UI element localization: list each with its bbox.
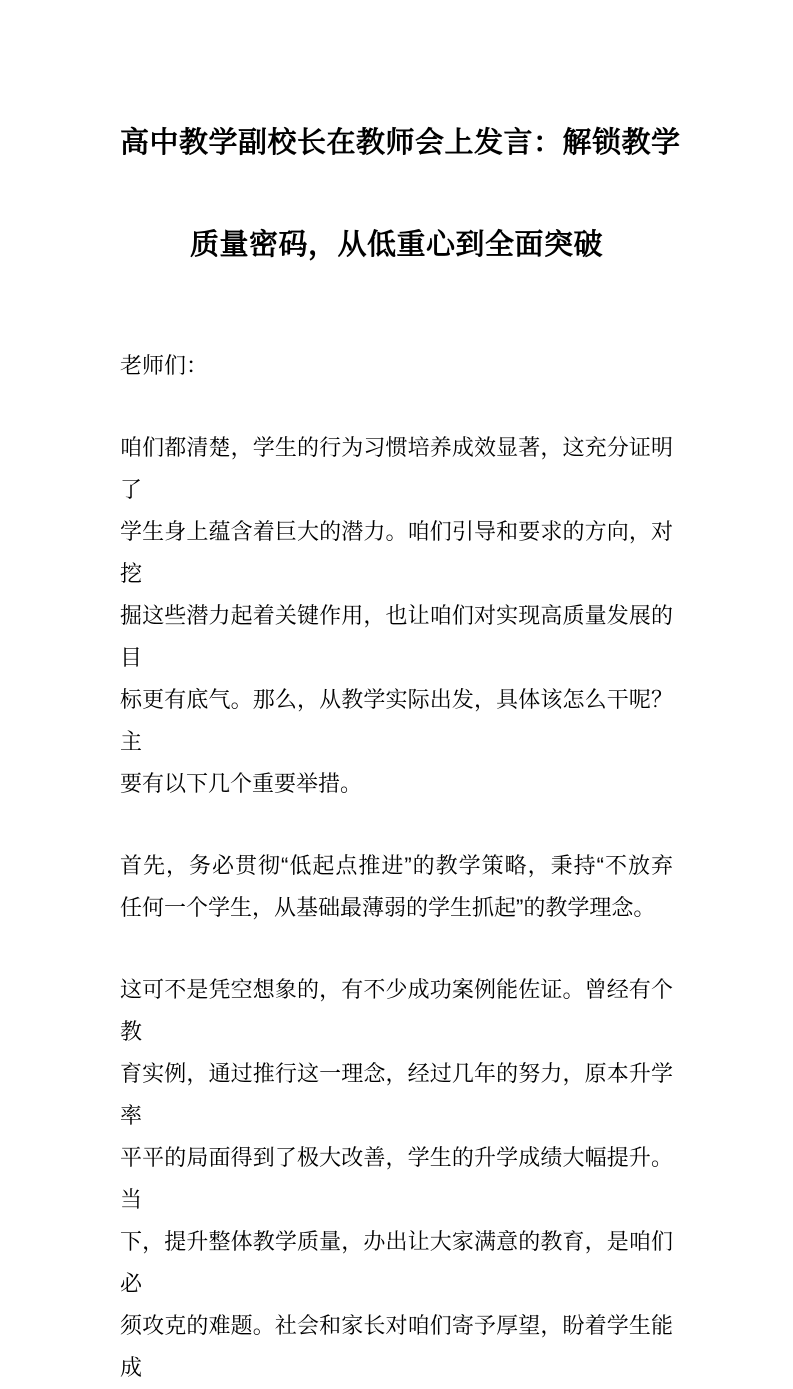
text-line: 高中教学副校长在教师会上发言：解锁教学: [120, 127, 681, 159]
text-line: 育实例，通过推行这一理念，经过几年的努力，原本升学率: [120, 1061, 673, 1128]
paragraph-1: [120, 427, 673, 805]
salutation: 老师们：: [120, 353, 209, 378]
text-line: 标更有底气。那么，从教学实际出发，具体该怎么干呢？主: [120, 687, 673, 754]
text-line: 要有以下几个重要举措。: [120, 771, 363, 796]
text-line: 首先，务必贯彻“低起点推进”的教学策略，秉持“不放弃: [120, 853, 673, 878]
text-line: 学生身上蕴含着巨大的潜力。咱们引导和要求的方向，对挖: [120, 519, 673, 586]
text-line: 这可不是凭空想象的，有不少成功案例能佐证。曾经有个教: [120, 977, 673, 1044]
document-body: [120, 427, 673, 1389]
text-line: 须攻克的难题。社会和家长对咱们寄予厚望，盼着学生能成: [120, 1313, 673, 1380]
paragraph-3: [120, 969, 673, 1389]
text-line: 掘这些潜力起着关键作用，也让咱们对实现高质量发展的目: [120, 603, 673, 670]
text-line: 咱们都清楚，学生的行为习惯培养成效显著，这充分证明了: [120, 435, 673, 502]
text-line: 平平的局面得到了极大改善，学生的升学成绩大幅提升。当: [120, 1145, 673, 1212]
text-line: 质量密码，从低重心到全面突破: [189, 229, 603, 261]
text-line: 下，提升整体教学质量，办出让大家满意的教育，是咱们必: [120, 1229, 673, 1296]
paragraph-2: [120, 845, 673, 929]
text-line: 任何一个学生，从基础最薄弱的学生抓起”的教学理念。: [120, 895, 656, 920]
document-title: [120, 92, 681, 296]
